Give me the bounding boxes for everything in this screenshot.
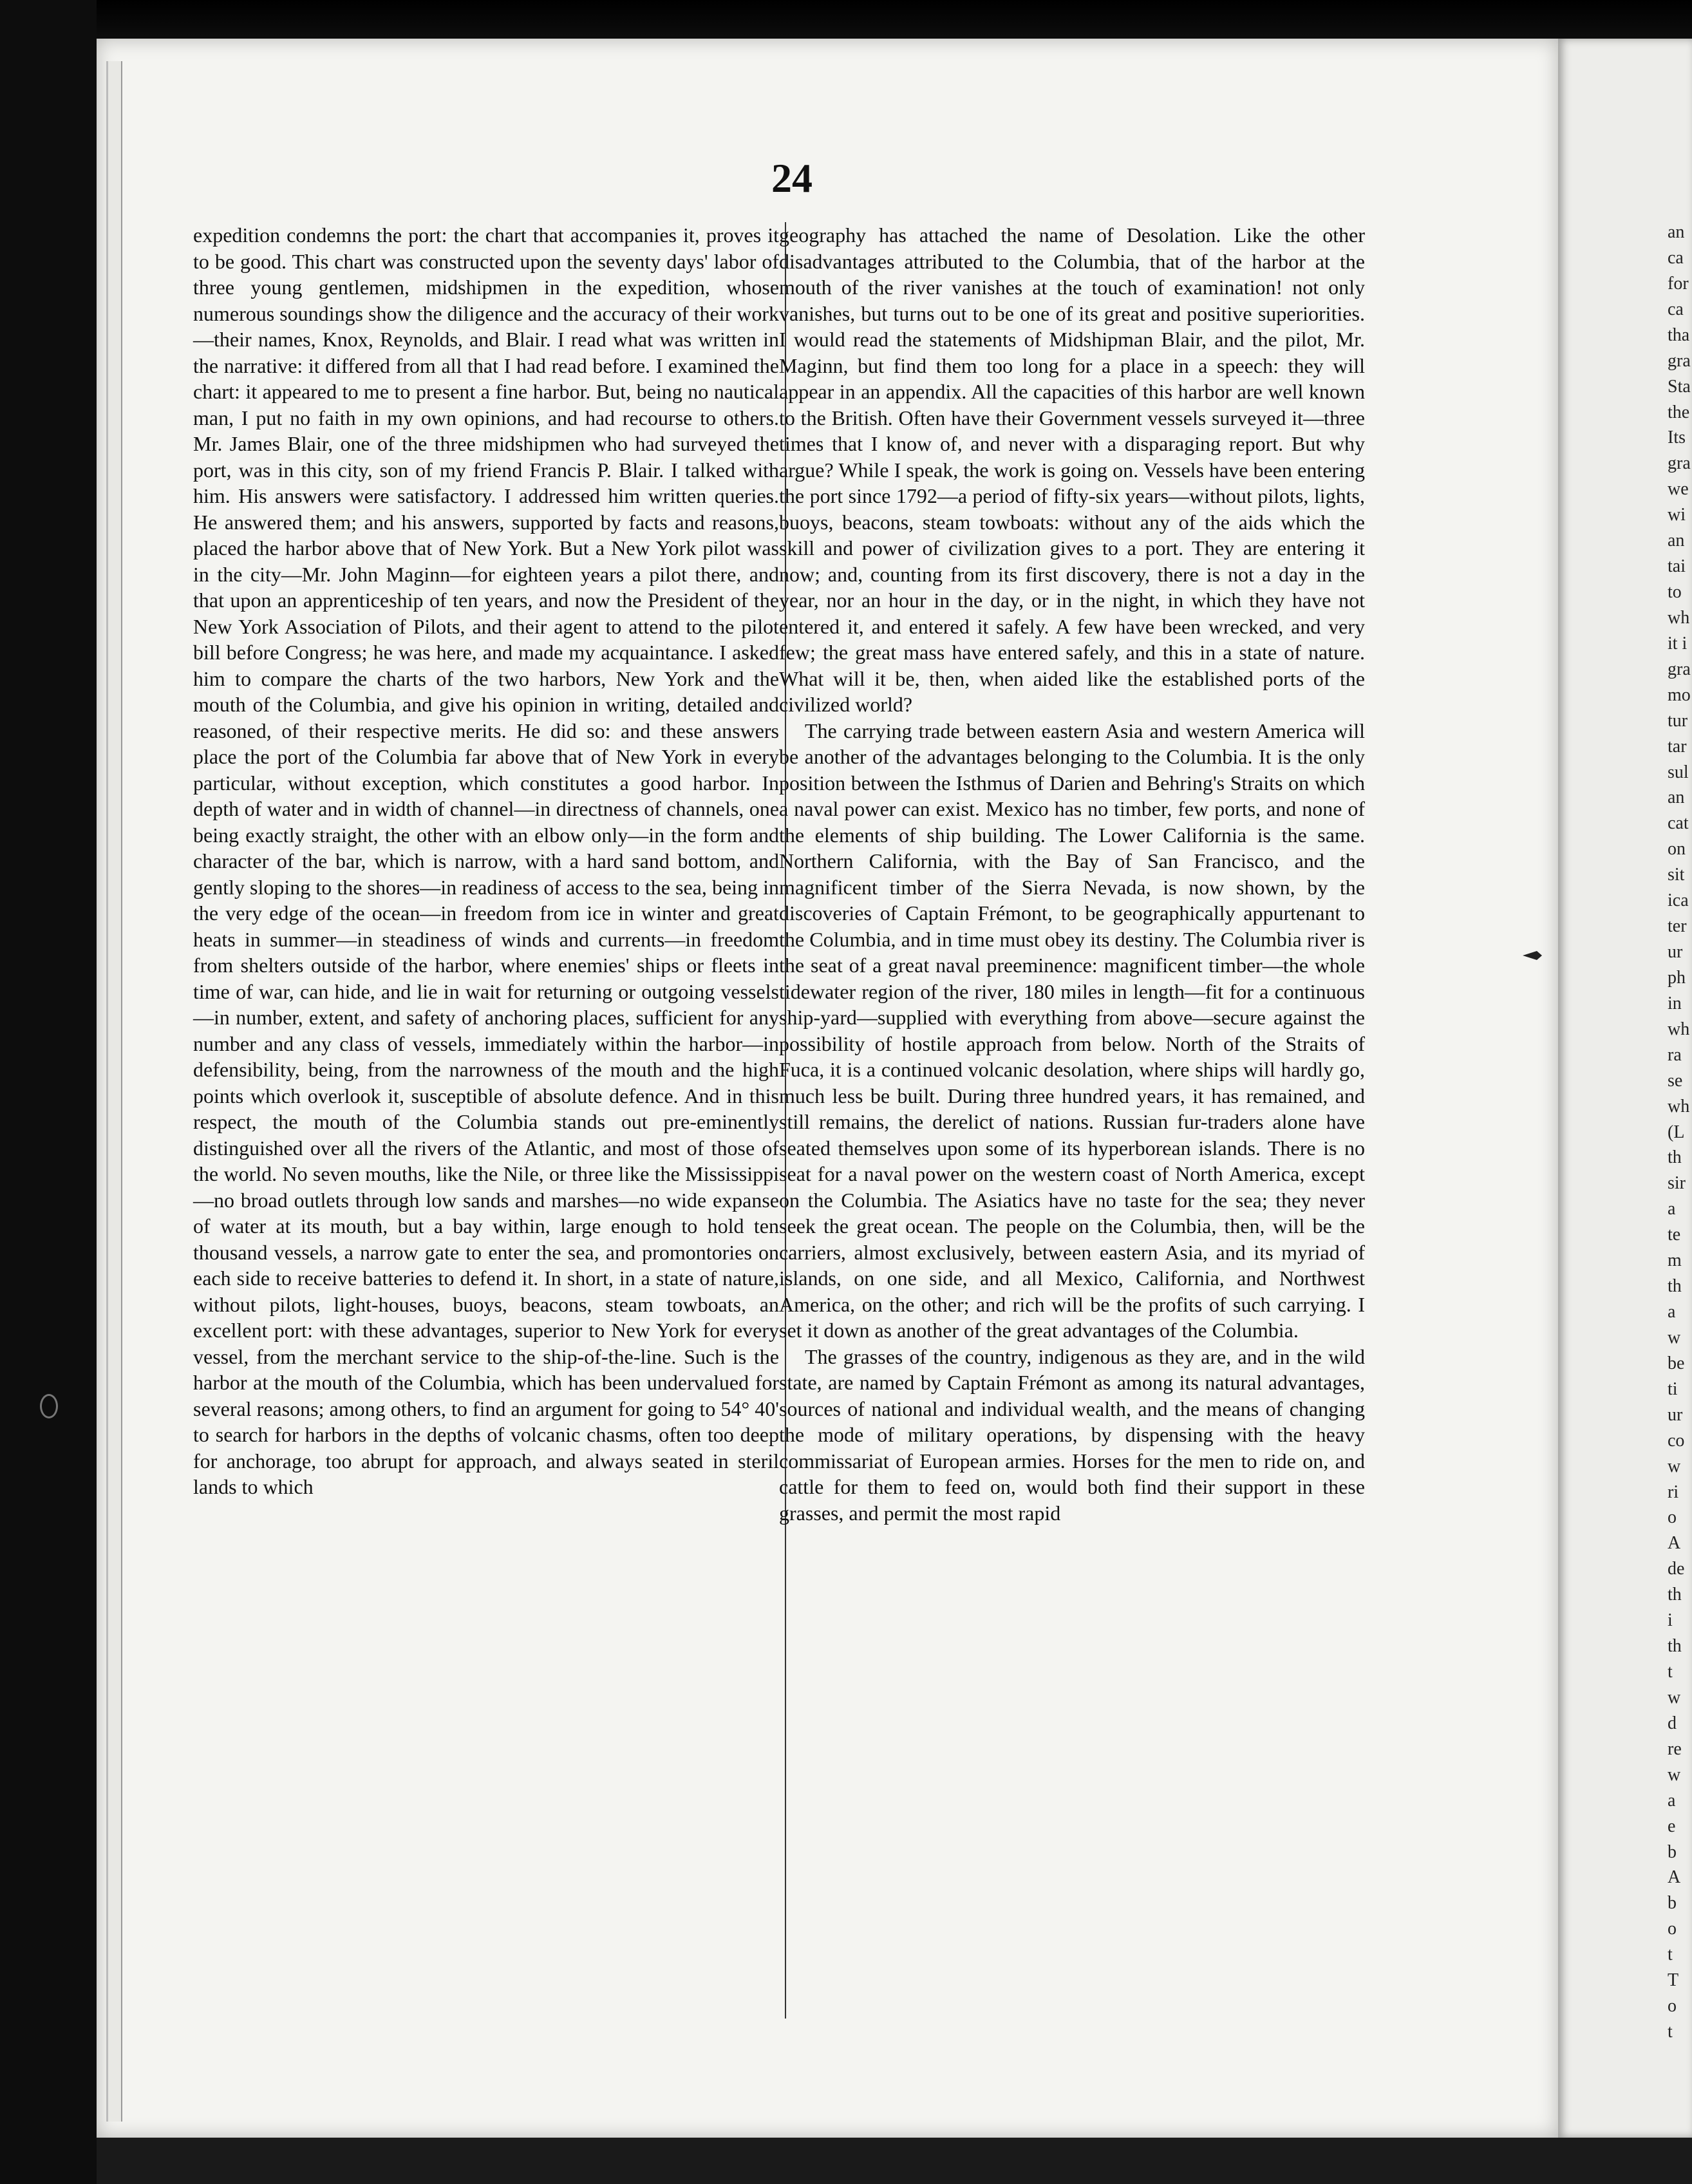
adjacent-page-fragment: i [1668, 1610, 1673, 1631]
adjacent-page-fragment: o [1668, 1996, 1677, 2017]
adjacent-page-fragment: wh [1668, 1019, 1690, 1039]
adjacent-page-fragment: t [1668, 2022, 1673, 2042]
adjacent-page-fragment: re [1668, 1738, 1682, 1759]
adjacent-page-fragment: gra [1668, 350, 1691, 371]
page-edge-stack [106, 61, 122, 2122]
adjacent-page-fragment: (L [1668, 1122, 1685, 1142]
adjacent-page-fragment: the [1668, 402, 1690, 422]
adjacent-page-fragment: m [1668, 1250, 1682, 1271]
paragraph: geography has attached the name of Desolation. Like the other disadvantages attributed to the Columbia, that of the harbor at the mouth of the river vanishes at the touch of examination! not only vanishes, but turns out to be one of its great and positive superiorities. I would read the statements of Midshipman Blair, and the pilot, Mr. Maginn, but find them too long for a place in a speech: they will appear in an appendix. All the capacities of this harbor are well known to the British. Often have their Government vessels surveyed it—three times that I know of, and never with a disparaging report. But why argue? While I speak, the work is going on. Vessels have been entering the port since 1792—a period of fifty-six years—without pilots, lights, buoys, beacons, steam towboats: without any of the aids which the skill and power of civilization gives to a port. They are entering it now; and, counting from its first discovery, there is not a day in the year, nor an hour in the day, or in the night, in which they have not entered it, and entered it safely. A few have been wrecked, and very few; the great mass have entered safely, and this in a state of nature. What will it be, then, when aided like the established ports of the civilized world? [779, 223, 1365, 716]
adjacent-page-fragment: an [1668, 787, 1685, 808]
adjacent-page-fragment: tur [1668, 710, 1688, 731]
adjacent-page-fragment: A [1668, 1533, 1681, 1554]
adjacent-page-fragment: ph [1668, 967, 1686, 988]
paragraph: The carrying trade between eastern Asia and western America will be another of the advantages belonging to the Columbia. It is the only position between the Isthmus of Darien and Behring's Straits on which a naval power can exist. Mexico has no timber, few ports, and none of the elements of ship building. The Lower California is the same. Northern California, with the Bay of San Francisco, and the magnificent timber of the Sierra Nevada, is now shown, by the discoveries of Captain Frémont, to be geographically appurtenant to the Columbia, and in time must obey its destiny. The Columbia river is the seat of a great naval preeminence: magnificent timber—the whole tidewater region of the river, 180 miles in length—fit for a continuous ship-yard—supplied with everything from above—secure against the possibility of hostile approach from below. North of the Straits of Fuca, it is a continued volcanic desolation, where ships will hardly go, much less be built. During three hundred years, it has remained, and still remains, the derelict of nations. Russian fur-traders alone have seated themselves upon some of its hyperborean islands. There is no seat for a naval power on the western coast of North America, except on the Columbia. The Asiatics have no taste for the sea; they never seek the great ocean. The people on the Columbia, then, will be the carriers, almost exclusively, between eastern Asia, and its myriad of islands, on one side, and all Mexico, California, and Northwest America, on the other; and rich will be the profits of such carrying. I set it down as another of the great advantages of the Columbia. [779, 719, 1365, 1342]
adjacent-page-fragment: an [1668, 531, 1685, 551]
adjacent-page-fragment: we [1668, 479, 1689, 500]
adjacent-page-fragment: b [1668, 1893, 1677, 1914]
adjacent-page-fragment: on [1668, 839, 1686, 860]
adjacent-page-fragment: t [1668, 1944, 1673, 1965]
adjacent-page-fragment: w [1668, 1764, 1681, 1785]
binding-hole [40, 1394, 58, 1418]
adjacent-page-fragment: ca [1668, 247, 1684, 268]
adjacent-page-fragment: ri [1668, 1482, 1679, 1502]
adjacent-page-fragment: th [1668, 1636, 1682, 1657]
adjacent-page-fragment: sul [1668, 762, 1689, 782]
scan-left-margin [0, 0, 97, 2184]
adjacent-page-fragment: sir [1668, 1173, 1686, 1194]
adjacent-page-fragment: in [1668, 993, 1682, 1013]
adjacent-page-fragment: ti [1668, 1379, 1678, 1399]
adjacent-page-fragment: mo [1668, 684, 1691, 705]
adjacent-page-fragment: wh [1668, 607, 1690, 628]
adjacent-page-fragment: th [1668, 1276, 1682, 1297]
adjacent-page-fragment: ra [1668, 1044, 1682, 1065]
adjacent-page-fragment: wi [1668, 505, 1686, 525]
adjacent-page-fragment: th [1668, 1585, 1682, 1605]
adjacent-page-fragment: T [1668, 1970, 1679, 1991]
left-text-column [193, 222, 779, 1500]
adjacent-page-fragment: ca [1668, 299, 1684, 319]
adjacent-page-fragment: e [1668, 1816, 1676, 1836]
adjacent-page-fragment: ter [1668, 916, 1687, 937]
adjacent-page-fragment: ica [1668, 890, 1689, 911]
adjacent-page-fragment: tar [1668, 736, 1687, 757]
adjacent-page-fragment: wh [1668, 1096, 1690, 1116]
adjacent-page-fragment: Sta [1668, 376, 1691, 397]
page-number: 24 [771, 155, 813, 201]
adjacent-page-fragment: A [1668, 1867, 1681, 1888]
adjacent-page-fragment: w [1668, 1687, 1681, 1708]
adjacent-page-fragment: co [1668, 1430, 1685, 1451]
adjacent-page-fragment: d [1668, 1713, 1677, 1733]
paragraph: The grasses of the country, indigenous as they are, and in the wild state, are named by Captain Frémont as among its natural advantages, sources of national and individual wealth, and the means of changing the mode of military operations, by dispensing with the heavy commissariat of European armies. Horses for the men to ride on, and cattle for them to feed on, would both find their support in these grasses, and permit the most rapid [779, 1344, 1365, 1525]
adjacent-page-fragment: b [1668, 1841, 1677, 1862]
adjacent-page-fragment: th [1668, 1147, 1682, 1168]
binding-clip-mark [1523, 950, 1542, 961]
adjacent-page-fragment: cat [1668, 813, 1689, 834]
adjacent-page-fragment: to [1668, 582, 1682, 602]
adjacent-page-fragment: for [1668, 273, 1689, 294]
adjacent-page-fragment: an [1668, 222, 1685, 242]
adjacent-page-fragment: gra [1668, 659, 1691, 679]
adjacent-page-fragment: de [1668, 1559, 1685, 1579]
paragraph: expedition condemns the port: the chart that accompanies it, proves it to be good. This chart was constructed upon the seventy days' labor of three young gentlemen, midshipmen in the expedition, whose numerous soundings show the diligence and the accuracy of their work—their names, Knox, Reynolds, and Blair. I read what was written in the narrative: it differed from all that I had read before. I examined the chart: it appeared to me to present a fine harbor. But, being no nautical man, I put no faith in my own opinions, and had recourse to others. Mr. James Blair, one of the three midshipmen who had surveyed the port, was in this city, son of my friend Francis P. Blair. I talked with him. His answers were satisfactory. I addressed him written queries. He answered them; and his answers, supported by facts and reasons, placed the harbor above that of New York. But a New York pilot was in the city—Mr. John Maginn—for eighteen years a pilot there, and that upon an apprenticeship of ten years, and now the President of the New York Association of Pilots, and their agent to attend to the pilot bill before Congress; he was here, and made my acquaintance. I asked him to compare the charts of the two harbors, New York and the mouth of the Columbia, and give his opinion in writing, detailed and reasoned, of their respective merits. He did so: and these answers place the port of the Columbia far above that of New York in every particular, without exception, which constitutes a good harbor. In depth of water and in width of channel—in directness of channels, one being exactly straight, the other with an elbow only—in the form and character of the bar, which is narrow, with a hard sand bottom, and gently sloping to the shores—in readiness of access to the sea, being in the very edge of the ocean—in freedom from ice in winter and great heats in summer—in steadiness of winds and currents—in freedom from shelters outside of the harbor, where enemies' ships or fleets in time of war, can hide, and lie in wait for returning or outgoing vessels—in number, extent, and safety of anchoring places, sufficient for any number and any class of vessels, immediately within the harbor—in defensibility, being, from the narrowness of the mouth and the high points which overlook it, susceptible of absolute defence. And in this respect, the mouth of the Columbia stands out pre-eminently distinguished over all the rivers of the Atlantic, and most of those of the world. No seven mouths, like the Nile, or three like the Mississippi—no broad outlets through low sands and marshes—no wide expanse of water at its mouth, but a bay within, large enough to hold ten thousand vessels, a narrow gate to enter the sea, and promontories on each side to receive batteries to defend it. In short, in a state of nature, without pilots, light-houses, buoys, beacons, steam towboats, an excellent port: with these advantages, superior to New York for every vessel, from the merchant service to the ship-of-the-line. Such is the harbor at the mouth of the Columbia, which has been undervalued for several reasons; among others, to find an argument for going to 54° 40' to search for harbors in the depths of volcanic chasms, often too deep for anchorage, too abrupt for approach, and always seated in steril lands to which [193, 223, 779, 1498]
adjacent-page-fragment: w [1668, 1456, 1681, 1476]
right-text-column [779, 222, 1365, 1526]
adjacent-page-fragment: w [1668, 1327, 1681, 1348]
adjacent-page-fragment: a [1668, 1790, 1676, 1811]
adjacent-page-fragment: se [1668, 1070, 1683, 1091]
adjacent-page-fragment: te [1668, 1225, 1681, 1245]
adjacent-page-fragment: be [1668, 1353, 1685, 1373]
adjacent-page-fragment: tha [1668, 325, 1690, 345]
adjacent-page-fragment: sit [1668, 865, 1685, 885]
adjacent-page-fragment: Its [1668, 428, 1686, 448]
adjacent-page-fragment: o [1668, 1919, 1677, 1939]
adjacent-page-fragment: o [1668, 1507, 1677, 1528]
adjacent-page-fragment: ur [1668, 942, 1683, 963]
adjacent-page-fragment: t [1668, 1662, 1673, 1682]
adjacent-page-fragment: tai [1668, 556, 1686, 577]
adjacent-page-fragment: a [1668, 1199, 1676, 1219]
adjacent-page-fragment: it i [1668, 633, 1687, 654]
adjacent-page-fragment: ur [1668, 1404, 1683, 1425]
adjacent-page-fragment: a [1668, 1302, 1676, 1323]
adjacent-page-fragment: gra [1668, 453, 1691, 474]
